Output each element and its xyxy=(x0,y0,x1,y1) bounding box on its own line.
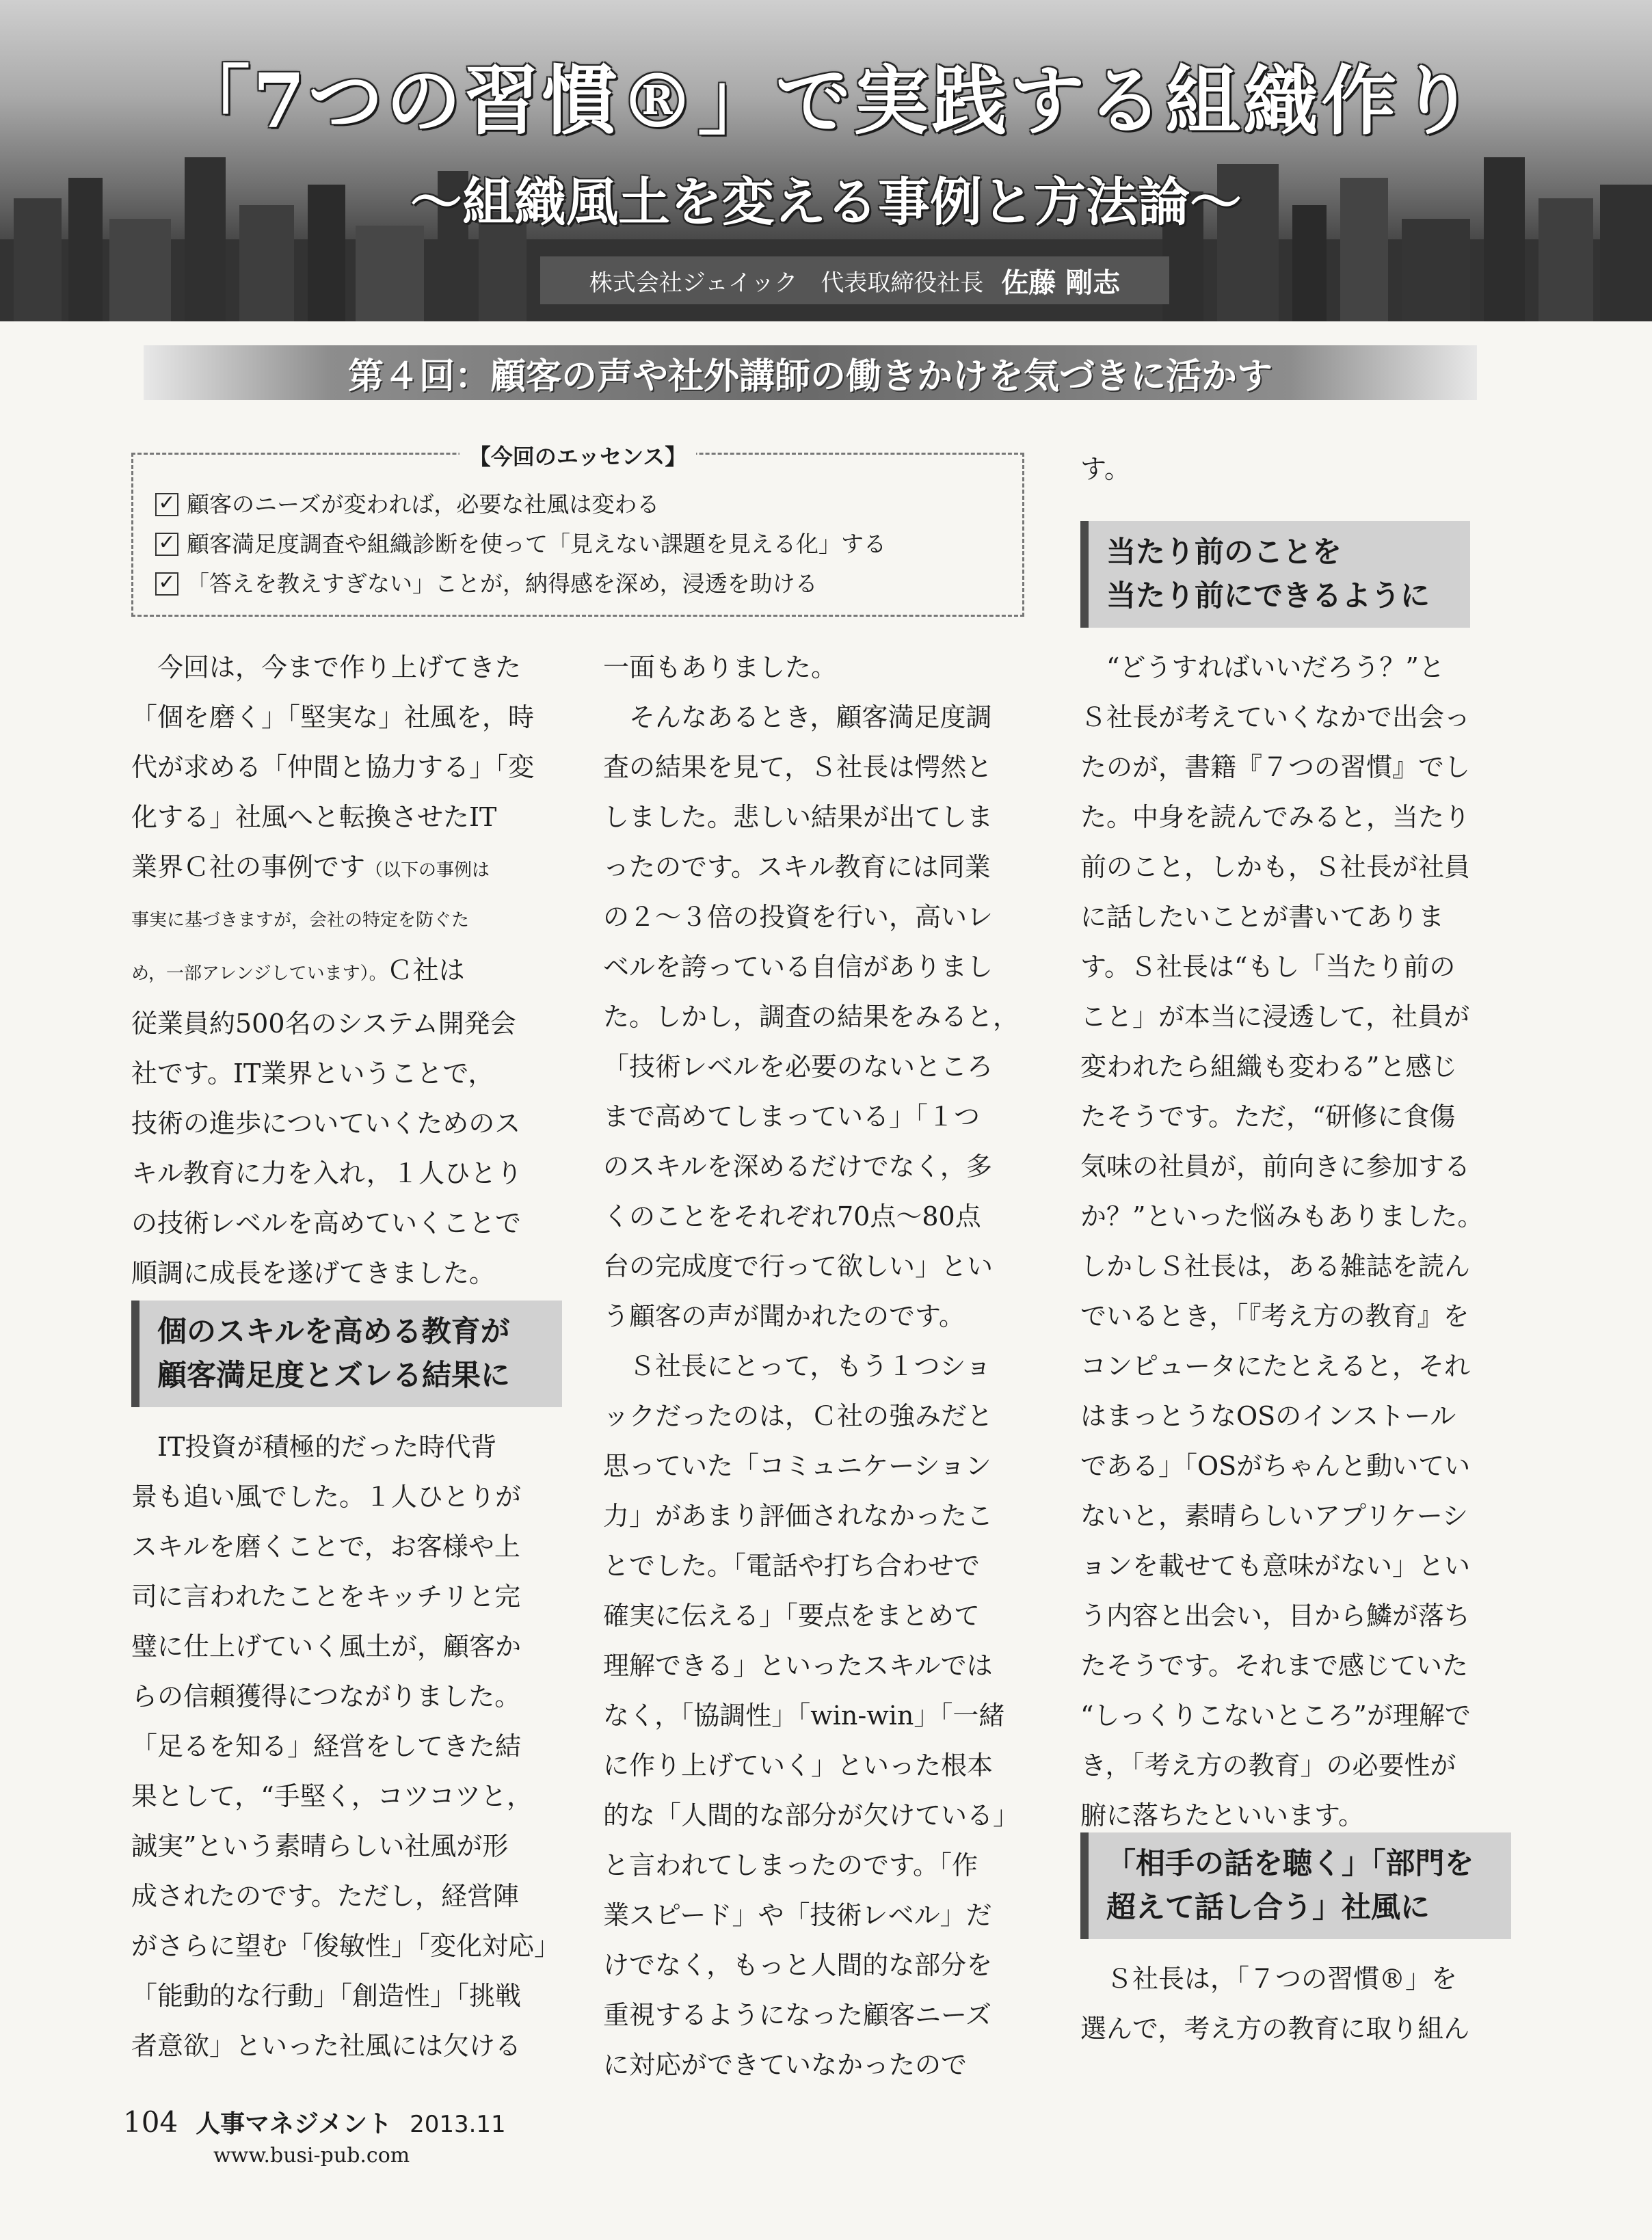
paragraph-line: “しっくりこないところ”が理解で xyxy=(1080,1701,1471,1731)
paragraph-line: けでなく，もっと人間的な部分を xyxy=(603,1950,993,1980)
paragraph-line: ったのです。スキル教育には同業 xyxy=(603,852,991,882)
checkbox-checked-icon: ✓ xyxy=(155,533,178,556)
paragraph-line: ョンを載せても意味がない」とい xyxy=(1080,1551,1471,1581)
paragraph-line: う顧客の声が聞かれたのです。 xyxy=(603,1301,965,1331)
paragraph-line: 社です。IT業界ということで， xyxy=(131,1058,494,1089)
paragraph-line: 果として，“手堅く，コツコツと， xyxy=(131,1781,533,1811)
paragraph-line: でいるとき，「『考え方の教育』を xyxy=(1080,1301,1469,1331)
paragraph-line: しました。悲しい結果が出てしま xyxy=(603,802,994,832)
paragraph-line: らの信頼獲得につながりました。 xyxy=(131,1681,521,1711)
paragraph-line: に対応ができていなかったので xyxy=(603,2050,968,2080)
paragraph-line: のスキルを深めるだけでなく，多 xyxy=(603,1151,992,1182)
paragraph-line: 選んで，考え方の教育に取り組ん xyxy=(1080,2014,1470,2044)
paragraph-line: 業界Ｃ社の事例です（以下の事例は xyxy=(131,852,490,882)
paragraph-line: す。Ｓ社長は“もし「当たり前の xyxy=(1080,952,1456,982)
paragraph-line: う内容と出会い，目から鱗が落ち xyxy=(1080,1601,1471,1631)
article-subtitle: ～組織風土を変える事例と方法論～ xyxy=(410,172,1242,232)
paragraph-line: 気味の社員が，前向きに参加する xyxy=(1080,1151,1471,1182)
paragraph-line: 的な「人間的な部分が欠けている」 xyxy=(603,1800,1020,1830)
paragraph-line: 司に言われたことをキッチリと完 xyxy=(131,1582,521,1612)
paragraph-line: 景も追い風でした。１人ひとりが xyxy=(131,1482,522,1512)
paragraph-line: たそうです。それまで感じていた xyxy=(1080,1651,1468,1681)
column-3-end xyxy=(1080,1954,1469,2054)
essence-title: 【今回のエッセンス】 xyxy=(459,444,696,470)
paragraph-line: に作り上げていく」といった根本 xyxy=(603,1750,994,1781)
column-2 xyxy=(603,643,1019,2090)
author-company: 株式会社ジェイック 代表取締役社長 xyxy=(589,269,984,297)
essence-item: ✓ 「答えを教えすぎない」ことが，納得感を深め，浸透を助ける xyxy=(155,564,886,604)
paragraph-line: コンピュータにたとえると，それ xyxy=(1080,1351,1471,1381)
paragraph-line: と言われてしまったのです。「作 xyxy=(603,1850,978,1880)
paragraph-line: IT投資が積極的だった時代背 xyxy=(131,1432,497,1462)
paragraph-line: まで高めてしまっている」「１つ xyxy=(603,1102,981,1132)
essence-item: ✓ 顧客満足度調査や組織診断を使って「見えない課題を見える化」する xyxy=(155,524,886,564)
paragraph-line: である」「OSがちゃんと動いてい xyxy=(1080,1451,1471,1481)
paragraph-line: 理解できる」といったスキルでは xyxy=(603,1651,993,1681)
paragraph-line: 者意欲」といった社風には欠ける xyxy=(131,2031,522,2061)
paragraph-line: 業スピード」や「技術レベル」だ xyxy=(603,1900,992,1930)
paragraph-line: 査の結果を見て，Ｓ社長は愕然と xyxy=(603,752,993,782)
note-line: 事実に基づきますが，会社の特定を防ぐた xyxy=(131,910,470,931)
paragraph-line: Ｓ社長にとって，もう１つショ xyxy=(603,1351,991,1381)
paragraph-line: ないと，素晴らしいアプリケーシ xyxy=(1080,1501,1468,1531)
paragraph-line: 璧に仕上げていく風土が，顧客か xyxy=(131,1631,522,1662)
paragraph-line: はまっとうなOSのインストール xyxy=(1080,1401,1456,1431)
column-1-intro xyxy=(131,643,534,1298)
paragraph-line: 順調に成長を遂げてきました。 xyxy=(131,1258,496,1288)
paragraph-line: 台の完成度で行って欲しい」とい xyxy=(603,1251,994,1281)
paragraph-line: か？”といった悩みもありました。 xyxy=(1080,1201,1484,1231)
paragraph-line: ックだったのは，Ｃ社の強みだと xyxy=(603,1401,994,1431)
paragraph-line: キル教育に力を入れ，１人ひとり xyxy=(131,1158,522,1188)
paragraph-line: 腑に落ちたといいます。 xyxy=(1080,1800,1364,1830)
paragraph-line: 思っていた「コミュニケーション xyxy=(603,1451,991,1481)
paragraph-line: た。中身を読んでみると，当たり xyxy=(1080,802,1471,832)
page-number: 104 xyxy=(123,2105,178,2139)
paragraph-line: そんなあるとき，顧客満足度調 xyxy=(603,702,992,732)
magazine-name: 人事マネジメント xyxy=(196,2110,392,2138)
paragraph-line: 成されたのです。ただし，経営陣 xyxy=(131,1881,519,1911)
author-name: 佐藤 剛志 xyxy=(1001,267,1121,299)
paragraph-line: の技術レベルを高めていくことで xyxy=(131,1208,522,1238)
paragraph-line: Ｓ社長は，「７つの習慣®」を xyxy=(1080,1964,1458,1994)
paragraph-line: ベルを誇っている自信がありまし xyxy=(603,952,994,982)
paragraph-line: たそうです。ただ，“研修に食傷 xyxy=(1080,1102,1456,1132)
paragraph-line: 重視するようになった顧客ニーズ xyxy=(603,2000,992,2030)
note-text: め，一部アレンジしています）。 xyxy=(131,963,387,984)
section-heading-2: 当たり前のことを 当たり前にできるように xyxy=(1080,521,1470,628)
essence-box xyxy=(131,444,1024,617)
paragraph-line: がさらに望む「俊敏性」「変化対応」 xyxy=(131,1931,561,1961)
paragraph-line: 変われたら組織も変わる”と感じ xyxy=(1080,1052,1458,1082)
paragraph-line: 代が求める「仲間と協力する」「変 xyxy=(131,752,535,782)
essence-list xyxy=(155,485,886,604)
section-heading-3: 「相手の話を聴く」「部門を 超えて話し合う」社風に xyxy=(1080,1832,1511,1939)
paragraph-line: しかしＳ社長は，ある雑誌を読ん xyxy=(1080,1251,1471,1281)
paragraph-line: に話したいことが書いてありま xyxy=(1080,902,1445,932)
paragraph-line: き，「考え方の教育」の必要性が xyxy=(1080,1750,1456,1781)
paragraph-line: くのことをそれぞれ70点～80点 xyxy=(603,1201,981,1231)
paragraph-line: なく，「協調性」「win-win」「一緒 xyxy=(603,1701,1005,1731)
section-heading-1: 個のスキルを高める教育が 顧客満足度とズレる結果に xyxy=(131,1301,562,1407)
paragraph-line: たのが，書籍『７つの習慣』でし xyxy=(1080,752,1471,782)
paragraph-line: 前のこと，しかも，Ｓ社長が社員 xyxy=(1080,852,1471,882)
paragraph-line: の２～３倍の投資を行い，高いレ xyxy=(603,902,994,932)
paragraph-line: 確実に伝える」「要点をまとめて xyxy=(603,1601,981,1631)
paragraph-line: 「足るを知る」経営をしてきた結 xyxy=(131,1731,522,1761)
column-1-body xyxy=(131,1422,560,2071)
paragraph-line: こと」が本当に浸透して，社員が xyxy=(1080,1002,1470,1032)
paragraph-line: 技術の進歩についていくためのス xyxy=(131,1108,521,1138)
paragraph-line: め，一部アレンジしています）。Ｃ社は xyxy=(131,955,465,985)
paragraph-line: た。しかし，調査の結果をみると， xyxy=(603,1002,1020,1032)
paragraph-line: 一面もありました。 xyxy=(603,652,838,682)
author-byline xyxy=(540,256,1169,304)
paragraph-line: とでした。「電話や打ち合わせで xyxy=(603,1551,981,1581)
paragraph-line: Ｓ社長が考えていくなかで出会っ xyxy=(1080,702,1471,732)
paragraph-line: 力」があまり評価されなかったこ xyxy=(603,1501,994,1531)
paragraph-line: 化する」社風へと転換させたIT xyxy=(131,802,497,832)
page-footer xyxy=(123,2105,506,2139)
paragraph-line: 誠実”という素晴らしい社風が形 xyxy=(131,1831,509,1861)
episode-title: 第４回：顧客の声や社外講師の働きかけを気づきに活かす xyxy=(144,345,1477,400)
paragraph-line: スキルを磨くことで，お客様や上 xyxy=(131,1532,520,1562)
paragraph-line: 「能動的な行動」「創造性」「挑戦 xyxy=(131,1981,522,2011)
article-main-title: 「7つの習慣®」で実践する組織作り xyxy=(174,57,1478,145)
checkbox-checked-icon: ✓ xyxy=(155,493,178,516)
issue-date: 2013.11 xyxy=(410,2111,506,2138)
paragraph-line: 「個を磨く」「堅実な」社風を，時 xyxy=(131,702,535,732)
publisher-url[interactable]: www.busi-pub.com xyxy=(213,2144,410,2168)
header-banner xyxy=(0,0,1652,321)
checkbox-checked-icon: ✓ xyxy=(155,572,178,596)
paragraph-line: す。 xyxy=(1080,454,1130,484)
column-3-body xyxy=(1080,643,1483,1841)
paragraph-line: 従業員約500名のシステム開発会 xyxy=(131,1009,516,1039)
column-3-top xyxy=(1080,444,1130,494)
paragraph-line: “どうすればいいだろう？”と xyxy=(1080,652,1445,682)
paragraph-line: 「技術レベルを必要のないところ xyxy=(603,1052,994,1082)
paragraph-line: 今回は，今まで作り上げてきた xyxy=(131,652,522,682)
essence-item: ✓ 顧客のニーズが変われば，必要な社風は変わる xyxy=(155,485,886,524)
note-text: （以下の事例は xyxy=(365,860,490,881)
